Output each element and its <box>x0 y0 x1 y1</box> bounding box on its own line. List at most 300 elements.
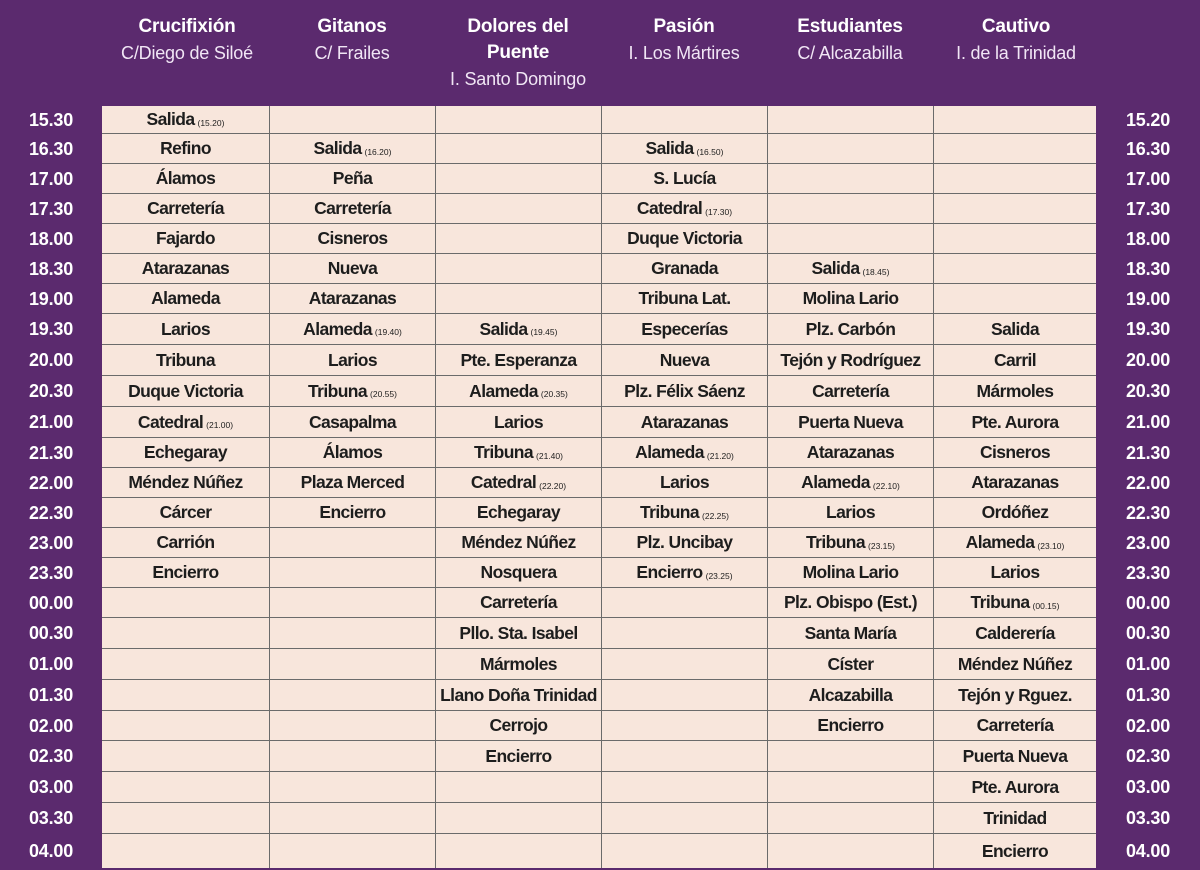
schedule-cell <box>768 164 934 194</box>
column-header <box>105 14 270 66</box>
time-label: 16.30 <box>1125 139 1171 159</box>
street-name: Salida <box>313 138 362 158</box>
street-name: Atarazanas <box>640 411 729 432</box>
schedule-cell <box>102 194 270 224</box>
street-name: Encierro <box>319 502 386 522</box>
schedule-cell <box>934 376 1096 407</box>
street-name: Larios <box>161 318 210 339</box>
street-name: Encierro <box>981 840 1049 861</box>
street-name: Plz. Carbón <box>805 318 896 339</box>
schedule-cell <box>602 772 768 803</box>
departure-location: I. de la Trinidad <box>956 43 1076 63</box>
pass-time: (21.00) <box>206 420 234 430</box>
time-label: 20.30 <box>1125 381 1171 401</box>
street-name: Larios <box>328 349 377 370</box>
time-label: 01.00 <box>1125 654 1171 674</box>
column-header <box>768 14 933 66</box>
schedule-cell <box>934 588 1096 618</box>
time-label: 17.00 <box>28 169 74 189</box>
street-name: Tejón y Rodríguez <box>780 349 921 370</box>
schedule-cell <box>934 711 1096 741</box>
schedule-cell <box>602 741 768 772</box>
time-label: 15.20 <box>1125 110 1171 130</box>
departure-location: I. Los Mártires <box>628 43 740 63</box>
time-label: 21.30 <box>28 443 74 463</box>
street-name: Granada <box>651 258 718 278</box>
schedule-cell <box>102 649 270 680</box>
street-name: Catedral <box>137 411 204 432</box>
time-label: 18.00 <box>28 229 74 249</box>
street-name: Salida <box>991 318 1039 339</box>
schedule-cell <box>768 134 934 164</box>
street-name: Méndez Núñez <box>461 532 576 552</box>
street-name: Santa María <box>804 622 897 643</box>
time-label: 19.30 <box>1125 319 1171 339</box>
left-time-column <box>0 106 102 868</box>
time-label: 03.00 <box>1125 777 1171 797</box>
schedule-cell <box>102 164 270 194</box>
pass-time: (22.10) <box>872 480 900 491</box>
schedule-cell <box>436 649 602 680</box>
schedule-cell <box>768 558 934 588</box>
time-label: 18.30 <box>28 259 74 279</box>
street-name: Alameda <box>469 380 538 401</box>
schedule-cell <box>270 834 436 868</box>
schedule-cell <box>102 254 270 284</box>
pass-time: (23.15) <box>868 540 895 551</box>
street-name: Carretería <box>480 592 557 612</box>
schedule-cell <box>270 680 436 711</box>
schedule-cell <box>768 528 934 558</box>
time-label: 18.00 <box>1125 229 1171 249</box>
pass-time: (23.10) <box>1037 540 1065 551</box>
time-label: 19.30 <box>28 319 74 339</box>
street-name: Tribuna <box>640 502 700 522</box>
schedule-cell <box>270 407 436 438</box>
schedule-cell <box>934 407 1096 438</box>
street-name: Plz. Félix Sáenz <box>624 380 745 401</box>
schedule-cell <box>934 194 1096 224</box>
schedule-cell <box>270 618 436 649</box>
schedule-cell <box>602 345 768 376</box>
schedule-cell <box>768 834 934 868</box>
schedule-cell <box>436 711 602 741</box>
street-name: Trinidad <box>983 807 1047 828</box>
schedule-cell <box>436 558 602 588</box>
street-name: Nosquera <box>480 562 557 582</box>
street-name: Salida <box>645 138 694 158</box>
schedule-cell <box>602 834 768 868</box>
schedule-cell <box>602 558 768 588</box>
schedule-cell <box>934 254 1096 284</box>
street-name: Alameda <box>151 288 220 308</box>
pass-time: (21.40) <box>536 450 563 461</box>
schedule-cell <box>602 711 768 741</box>
schedule-cell <box>270 711 436 741</box>
time-label: 01.30 <box>1125 685 1171 705</box>
street-name: Carrión <box>156 532 215 552</box>
street-name: Atarazanas <box>141 258 230 278</box>
street-name: Alameda <box>801 472 870 492</box>
street-name: Tribuna <box>156 349 215 370</box>
street-name: Encierro <box>485 745 552 766</box>
schedule-cell <box>102 588 270 618</box>
street-name: Ordóñez <box>981 502 1049 522</box>
schedule-cell <box>934 345 1096 376</box>
street-name: Peña <box>332 168 373 188</box>
street-name: Carril <box>993 349 1037 370</box>
street-name: Méndez Núñez <box>128 472 243 492</box>
street-name: Álamos <box>155 168 216 188</box>
street-name: Mármoles <box>976 380 1054 401</box>
schedule-cell <box>768 772 934 803</box>
time-label: 21.30 <box>1125 443 1171 463</box>
pass-time: (20.35) <box>540 389 568 399</box>
schedule-cell <box>270 558 436 588</box>
schedule-cell <box>436 254 602 284</box>
schedule-cell <box>768 680 934 711</box>
schedule-cell <box>270 164 436 194</box>
pass-time: (19.45) <box>530 327 558 337</box>
time-label: 22.30 <box>28 503 74 523</box>
schedule-cell <box>934 680 1096 711</box>
street-name: Plz. Obispo (Est.) <box>783 592 918 612</box>
time-label: 00.00 <box>1125 593 1171 613</box>
schedule-cell <box>768 438 934 468</box>
column-header <box>436 14 601 92</box>
time-label: 15.30 <box>28 110 74 130</box>
street-name: Puerta Nueva <box>962 745 1068 766</box>
street-name: Encierro <box>636 562 703 582</box>
schedule-cell <box>934 164 1096 194</box>
schedule-cell <box>768 106 934 134</box>
street-name: Calderería <box>975 622 1055 643</box>
schedule-cell <box>934 468 1096 498</box>
schedule-cell <box>602 618 768 649</box>
schedule-cell <box>768 224 934 254</box>
time-label: 23.00 <box>28 533 74 553</box>
schedule-cell <box>270 254 436 284</box>
schedule-cell <box>768 468 934 498</box>
street-name: Atarazanas <box>971 472 1059 492</box>
street-name: Duque Victoria <box>627 228 742 248</box>
schedule-cell <box>768 803 934 834</box>
schedule-cell <box>270 498 436 528</box>
street-name: Larios <box>990 562 1040 582</box>
schedule-cell <box>602 803 768 834</box>
schedule-cell <box>768 588 934 618</box>
time-label: 01.00 <box>28 654 74 674</box>
schedule-cell <box>102 224 270 254</box>
pass-time: (22.25) <box>702 510 729 521</box>
street-name: Carretería <box>976 715 1054 735</box>
schedule-cell <box>270 376 436 407</box>
street-name: Pllo. Sta. Isabel <box>459 622 578 643</box>
schedule-cell <box>602 588 768 618</box>
schedule-cell <box>768 345 934 376</box>
street-name: Álamos <box>322 442 383 462</box>
street-name: Llano Doña Trinidad <box>440 684 597 705</box>
street-name: Alameda <box>965 532 1035 552</box>
schedule-cell <box>934 438 1096 468</box>
street-name: Pte. Aurora <box>971 411 1059 432</box>
pass-time: (19.40) <box>374 327 402 337</box>
street-name: Plz. Uncibay <box>636 532 733 552</box>
street-name: Nueva <box>659 349 710 370</box>
street-name: Duque Victoria <box>128 380 243 401</box>
schedule-cell <box>934 498 1096 528</box>
brotherhood-name: Pasión <box>653 16 715 37</box>
schedule-cell <box>102 468 270 498</box>
schedule-cell <box>768 194 934 224</box>
schedule-cell <box>270 106 436 134</box>
street-name: Larios <box>660 472 709 492</box>
street-name: Tribuna <box>474 442 534 462</box>
schedule-cell <box>102 741 270 772</box>
schedule-cell <box>270 772 436 803</box>
schedule-cell <box>934 558 1096 588</box>
time-label: 21.00 <box>1125 412 1171 432</box>
time-label: 02.00 <box>28 716 74 736</box>
brotherhood-name: Estudiantes <box>797 16 903 37</box>
street-name: Cisneros <box>317 228 388 248</box>
time-label: 18.30 <box>1125 259 1171 279</box>
schedule-cell <box>934 224 1096 254</box>
pass-time: (15.20) <box>197 117 225 128</box>
street-name: Echegaray <box>143 442 228 462</box>
schedule-cell <box>934 741 1096 772</box>
schedule-cell <box>102 284 270 314</box>
pass-time: (21.20) <box>706 450 734 461</box>
schedule-cell <box>270 284 436 314</box>
time-label: 20.30 <box>28 381 74 401</box>
street-name: Atarazanas <box>806 442 895 462</box>
schedule-cell <box>602 106 768 134</box>
time-label: 16.30 <box>28 139 74 159</box>
time-label: 22.30 <box>1125 503 1171 523</box>
schedule-cell <box>436 224 602 254</box>
schedule-cell <box>602 680 768 711</box>
schedule-cell <box>270 345 436 376</box>
street-name: Echegaray <box>476 502 561 522</box>
schedule-cell <box>436 106 602 134</box>
time-label: 04.00 <box>1125 841 1171 861</box>
schedule-cell <box>934 284 1096 314</box>
schedule-cell <box>102 772 270 803</box>
street-name: Mármoles <box>480 653 557 674</box>
schedule-cell <box>436 284 602 314</box>
street-name: Tribuna Lat. <box>638 288 731 308</box>
departure-location: I. Santo Domingo <box>450 69 586 89</box>
schedule-cell <box>602 528 768 558</box>
street-name: Larios <box>826 502 875 522</box>
schedule-cell <box>602 284 768 314</box>
schedule-cell <box>602 376 768 407</box>
schedule-header <box>0 0 1200 106</box>
street-name: Tribuna <box>806 532 866 552</box>
street-name: Encierro <box>817 715 884 735</box>
pass-time: (00.15) <box>1032 600 1060 611</box>
schedule-cell <box>934 649 1096 680</box>
schedule-cell <box>270 314 436 345</box>
time-label: 19.00 <box>1125 289 1171 309</box>
street-name: Pte. Esperanza <box>460 349 577 370</box>
schedule-cell <box>768 498 934 528</box>
schedule-cell <box>436 164 602 194</box>
schedule-cell <box>270 803 436 834</box>
brotherhood-name: Cautivo <box>981 16 1051 37</box>
schedule-cell <box>436 498 602 528</box>
schedule-cell <box>270 194 436 224</box>
street-name: Fajardo <box>155 228 215 248</box>
schedule-cell <box>102 803 270 834</box>
schedule-cell <box>934 803 1096 834</box>
time-label: 21.00 <box>28 412 74 432</box>
pass-time: (22.20) <box>539 480 567 491</box>
schedule-cell <box>436 618 602 649</box>
street-name: Salida <box>811 258 860 278</box>
time-label: 02.30 <box>28 746 74 766</box>
schedule-cell <box>768 376 934 407</box>
pass-time: (17.30) <box>705 206 733 217</box>
schedule-cell <box>768 649 934 680</box>
schedule-cell <box>768 314 934 345</box>
schedule-cell <box>270 741 436 772</box>
schedule-cell <box>270 528 436 558</box>
street-name: Carretería <box>812 380 889 401</box>
schedule-cell <box>934 772 1096 803</box>
time-label: 17.00 <box>1125 169 1171 189</box>
schedule-cell <box>436 345 602 376</box>
schedule-cell <box>102 134 270 164</box>
time-label: 17.30 <box>1125 199 1171 219</box>
time-label: 23.30 <box>1125 563 1171 583</box>
street-name: Catedral <box>470 472 537 492</box>
time-label: 03.00 <box>28 777 74 797</box>
schedule-cell <box>436 314 602 345</box>
street-name: Salida <box>479 318 528 339</box>
schedule-cell <box>602 407 768 438</box>
street-name: Casapalma <box>308 411 396 432</box>
schedule-cell <box>436 376 602 407</box>
street-name: S. Lucía <box>653 168 716 188</box>
street-name: Méndez Núñez <box>957 653 1073 674</box>
schedule-cell <box>602 254 768 284</box>
schedule-cell <box>934 618 1096 649</box>
street-name: Molina Lario <box>802 288 899 308</box>
street-name: Cárcer <box>159 502 212 522</box>
time-label: 23.00 <box>1125 533 1171 553</box>
schedule-cell <box>102 618 270 649</box>
street-name: Tribuna <box>308 380 368 401</box>
schedule-cell <box>102 834 270 868</box>
schedule-cell <box>768 741 934 772</box>
departure-location: C/ Alcazabilla <box>797 43 903 63</box>
street-name: Pte. Aurora <box>971 776 1059 797</box>
schedule-cell <box>270 224 436 254</box>
schedule-grid <box>102 106 1096 868</box>
schedule-cell <box>436 438 602 468</box>
schedule-cell <box>102 711 270 741</box>
schedule-cell <box>102 376 270 407</box>
schedule-cell <box>102 106 270 134</box>
time-label: 00.30 <box>1125 623 1171 643</box>
brotherhood-name: Crucifixión <box>138 16 236 37</box>
schedule-cell <box>436 741 602 772</box>
schedule-cell <box>934 106 1096 134</box>
street-name: Refino <box>160 138 211 158</box>
schedule-cell <box>102 558 270 588</box>
street-name: Plaza Merced <box>300 472 405 492</box>
schedule-cell <box>270 134 436 164</box>
schedule-cell <box>102 528 270 558</box>
schedule-cell <box>768 618 934 649</box>
pass-time: (16.20) <box>364 146 392 157</box>
street-name: Alameda <box>635 442 704 462</box>
schedule-cell <box>436 194 602 224</box>
time-label: 03.30 <box>1125 808 1171 828</box>
schedule-cell <box>102 407 270 438</box>
schedule-cell <box>602 438 768 468</box>
time-label: 17.30 <box>28 199 74 219</box>
time-label: 02.30 <box>1125 746 1171 766</box>
street-name: Molina Lario <box>802 562 899 582</box>
time-label: 03.30 <box>28 808 74 828</box>
street-name: Tejón y Rguez. <box>958 684 1072 705</box>
brotherhood-name: Dolores del Puente <box>467 16 569 63</box>
schedule-cell <box>602 468 768 498</box>
schedule-cell <box>436 803 602 834</box>
schedule-cell <box>436 528 602 558</box>
street-name: Alcazabilla <box>808 684 893 705</box>
pass-time: (20.55) <box>370 389 397 399</box>
schedule-cell <box>768 407 934 438</box>
schedule-cell <box>270 588 436 618</box>
pass-time: (23.25) <box>705 570 733 581</box>
street-name: Encierro <box>152 562 219 582</box>
street-name: Atarazanas <box>308 288 397 308</box>
schedule-cell <box>602 134 768 164</box>
schedule-cell <box>768 284 934 314</box>
schedule-cell <box>436 407 602 438</box>
schedule-cell <box>602 194 768 224</box>
street-name: Alameda <box>303 318 372 339</box>
street-name: Cerrojo <box>489 715 548 735</box>
schedule-cell <box>102 680 270 711</box>
schedule-cell <box>270 438 436 468</box>
schedule-cell <box>436 772 602 803</box>
street-name: Carretería <box>314 198 391 218</box>
schedule-cell <box>102 438 270 468</box>
street-name: Catedral <box>636 198 703 218</box>
street-name: Puerta Nueva <box>798 411 903 432</box>
schedule-cell <box>102 498 270 528</box>
column-header <box>270 14 435 66</box>
schedule-cell <box>102 345 270 376</box>
schedule-cell <box>934 134 1096 164</box>
schedule-cell <box>768 711 934 741</box>
time-label: 20.00 <box>28 350 74 370</box>
schedule-cell <box>436 680 602 711</box>
street-name: Larios <box>494 411 543 432</box>
schedule-cell <box>934 528 1096 558</box>
time-label: 23.30 <box>28 563 74 583</box>
time-label: 20.00 <box>1125 350 1171 370</box>
time-label: 22.00 <box>1125 473 1171 493</box>
schedule-cell <box>270 468 436 498</box>
time-label: 00.30 <box>28 623 74 643</box>
schedule-cell <box>436 468 602 498</box>
